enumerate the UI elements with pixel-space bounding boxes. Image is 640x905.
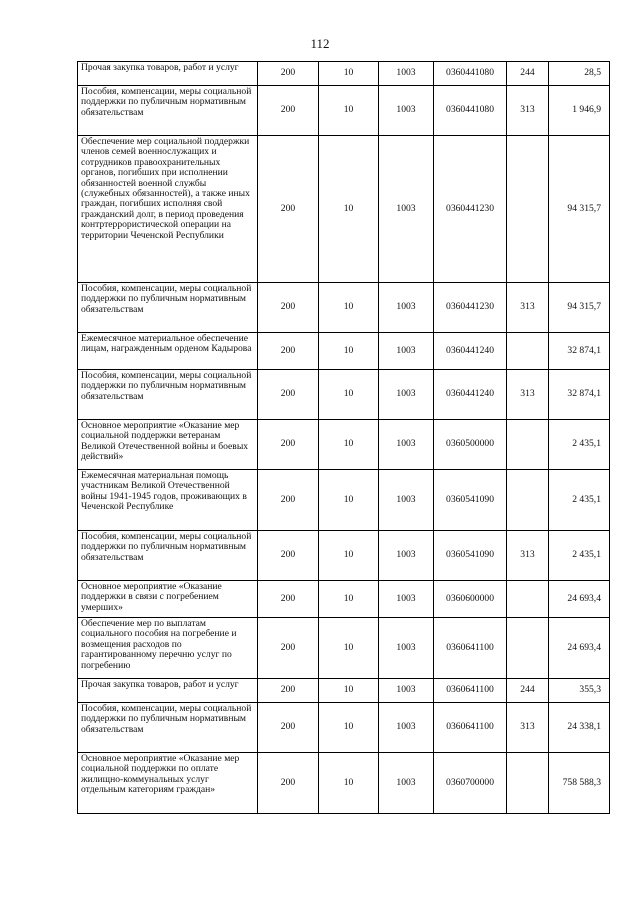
table-row (78, 86, 610, 136)
subsection-code-cell: 1003 (379, 136, 434, 283)
expense-type-cell (507, 420, 549, 470)
amount-cell: 24 693,4 (549, 581, 610, 618)
ministry-code-cell: 200 (258, 531, 319, 581)
table-row (78, 136, 610, 283)
row-name-cell: Пособия, компенсации, меры социальной поддержки по публичным нормативным обязательствам (78, 531, 258, 581)
section-code-cell: 10 (319, 531, 379, 581)
subsection-code-cell: 1003 (379, 86, 434, 136)
row-name-cell: Основное мероприятие «Оказание мер социальной поддержки ветеранам Великой Отечественной войны и боевых действий» (78, 420, 258, 470)
expense-type-cell: 313 (507, 703, 549, 753)
target-article-cell: 0360441240 (434, 333, 507, 370)
table-row (78, 283, 610, 333)
amount-cell: 24 693,4 (549, 618, 610, 679)
ministry-code-cell: 200 (258, 86, 319, 136)
expense-type-cell: 244 (507, 62, 549, 86)
amount-cell: 28,5 (549, 62, 610, 86)
amount-cell: 94 315,7 (549, 136, 610, 283)
target-article-cell: 0360541090 (434, 470, 507, 531)
row-name-cell: Обеспечение мер по выплатам социального пособия на погребение и возмещения расходов по гарантированному перечню услуг по погребению (78, 618, 258, 679)
ministry-code-cell: 200 (258, 62, 319, 86)
amount-cell: 94 315,7 (549, 283, 610, 333)
row-name-cell: Пособия, компенсации, меры социальной поддержки по публичным нормативным обязательствам (78, 703, 258, 753)
section-code-cell: 10 (319, 420, 379, 470)
expense-type-cell (507, 136, 549, 283)
section-code-cell: 10 (319, 679, 379, 703)
table-row (78, 581, 610, 618)
budget-table (77, 61, 610, 814)
subsection-code-cell: 1003 (379, 283, 434, 333)
amount-cell: 24 338,1 (549, 703, 610, 753)
expense-type-cell (507, 618, 549, 679)
target-article-cell: 0360441230 (434, 136, 507, 283)
row-name-cell: Прочая закупка товаров, работ и услуг (78, 62, 258, 86)
target-article-cell: 0360600000 (434, 581, 507, 618)
target-article-cell: 0360441240 (434, 370, 507, 420)
target-article-cell: 0360541090 (434, 531, 507, 581)
section-code-cell: 10 (319, 753, 379, 814)
target-article-cell: 0360441080 (434, 86, 507, 136)
table-row (78, 679, 610, 703)
ministry-code-cell: 200 (258, 333, 319, 370)
subsection-code-cell: 1003 (379, 753, 434, 814)
amount-cell: 758 588,3 (549, 753, 610, 814)
section-code-cell: 10 (319, 370, 379, 420)
row-name-cell: Ежемесячная материальная помощь участникам Великой Отечественной войны 1941-1945 годов, проживающих в Чеченской Республике (78, 470, 258, 531)
subsection-code-cell: 1003 (379, 62, 434, 86)
subsection-code-cell: 1003 (379, 531, 434, 581)
row-name-cell: Прочая закупка товаров, работ и услуг (78, 679, 258, 703)
row-name-cell: Обеспечение мер социальной поддержки членов семей военнослужащих и сотрудников правоохранительных органов, погибших при исполнении обязанностей военной службы (служебных обязанностей), а также иных граждан, погибших исполняя свой гражданский долг, в период проведения контртеррористической операции на территории Чеченской Республики (78, 136, 258, 283)
subsection-code-cell: 1003 (379, 470, 434, 531)
table-row (78, 420, 610, 470)
expense-type-cell: 313 (507, 86, 549, 136)
target-article-cell: 0360641100 (434, 679, 507, 703)
target-article-cell: 0360441080 (434, 62, 507, 86)
ministry-code-cell: 200 (258, 703, 319, 753)
amount-cell: 32 874,1 (549, 370, 610, 420)
section-code-cell: 10 (319, 62, 379, 86)
subsection-code-cell: 1003 (379, 333, 434, 370)
table-row (78, 531, 610, 581)
ministry-code-cell: 200 (258, 370, 319, 420)
row-name-cell: Основное мероприятие «Оказание мер социальной поддержки по оплате жилищно-коммунальных услуг отдельным категориям граждан» (78, 753, 258, 814)
ministry-code-cell: 200 (258, 283, 319, 333)
row-name-cell: Ежемесячное материальное обеспечение лицам, награжденным орденом Кадырова (78, 333, 258, 370)
budget-table-body (78, 62, 610, 814)
ministry-code-cell: 200 (258, 618, 319, 679)
expense-type-cell: 313 (507, 283, 549, 333)
ministry-code-cell: 200 (258, 753, 319, 814)
ministry-code-cell: 200 (258, 679, 319, 703)
amount-cell: 2 435,1 (549, 531, 610, 581)
section-code-cell: 10 (319, 86, 379, 136)
ministry-code-cell: 200 (258, 581, 319, 618)
target-article-cell: 0360641100 (434, 618, 507, 679)
expense-type-cell: 313 (507, 531, 549, 581)
section-code-cell: 10 (319, 470, 379, 531)
subsection-code-cell: 1003 (379, 581, 434, 618)
table-row (78, 703, 610, 753)
row-name-cell: Пособия, компенсации, меры социальной поддержки по публичным нормативным обязательствам (78, 283, 258, 333)
expense-type-cell (507, 333, 549, 370)
section-code-cell: 10 (319, 703, 379, 753)
amount-cell: 1 946,9 (549, 86, 610, 136)
row-name-cell: Основное мероприятие «Оказание поддержки в связи с погребением умерших» (78, 581, 258, 618)
target-article-cell: 0360441230 (434, 283, 507, 333)
expense-type-cell: 244 (507, 679, 549, 703)
target-article-cell: 0360700000 (434, 753, 507, 814)
section-code-cell: 10 (319, 581, 379, 618)
subsection-code-cell: 1003 (379, 420, 434, 470)
subsection-code-cell: 1003 (379, 703, 434, 753)
target-article-cell: 0360641100 (434, 703, 507, 753)
expense-type-cell (507, 470, 549, 531)
subsection-code-cell: 1003 (379, 370, 434, 420)
amount-cell: 2 435,1 (549, 420, 610, 470)
amount-cell: 355,3 (549, 679, 610, 703)
section-code-cell: 10 (319, 136, 379, 283)
ministry-code-cell: 200 (258, 136, 319, 283)
expense-type-cell: 313 (507, 370, 549, 420)
table-row (78, 370, 610, 420)
subsection-code-cell: 1003 (379, 679, 434, 703)
section-code-cell: 10 (319, 333, 379, 370)
expense-type-cell (507, 753, 549, 814)
ministry-code-cell: 200 (258, 470, 319, 531)
table-row (78, 333, 610, 370)
section-code-cell: 10 (319, 283, 379, 333)
amount-cell: 32 874,1 (549, 333, 610, 370)
target-article-cell: 0360500000 (434, 420, 507, 470)
table-row (78, 753, 610, 814)
table-row (78, 470, 610, 531)
table-row (78, 62, 610, 86)
page-number: 112 (310, 36, 330, 51)
section-code-cell: 10 (319, 618, 379, 679)
table-row (78, 618, 610, 679)
amount-cell: 2 435,1 (549, 470, 610, 531)
row-name-cell: Пособия, компенсации, меры социальной поддержки по публичным нормативным обязательствам (78, 86, 258, 136)
row-name-cell: Пособия, компенсации, меры социальной поддержки по публичным нормативным обязательствам (78, 370, 258, 420)
expense-type-cell (507, 581, 549, 618)
ministry-code-cell: 200 (258, 420, 319, 470)
subsection-code-cell: 1003 (379, 618, 434, 679)
